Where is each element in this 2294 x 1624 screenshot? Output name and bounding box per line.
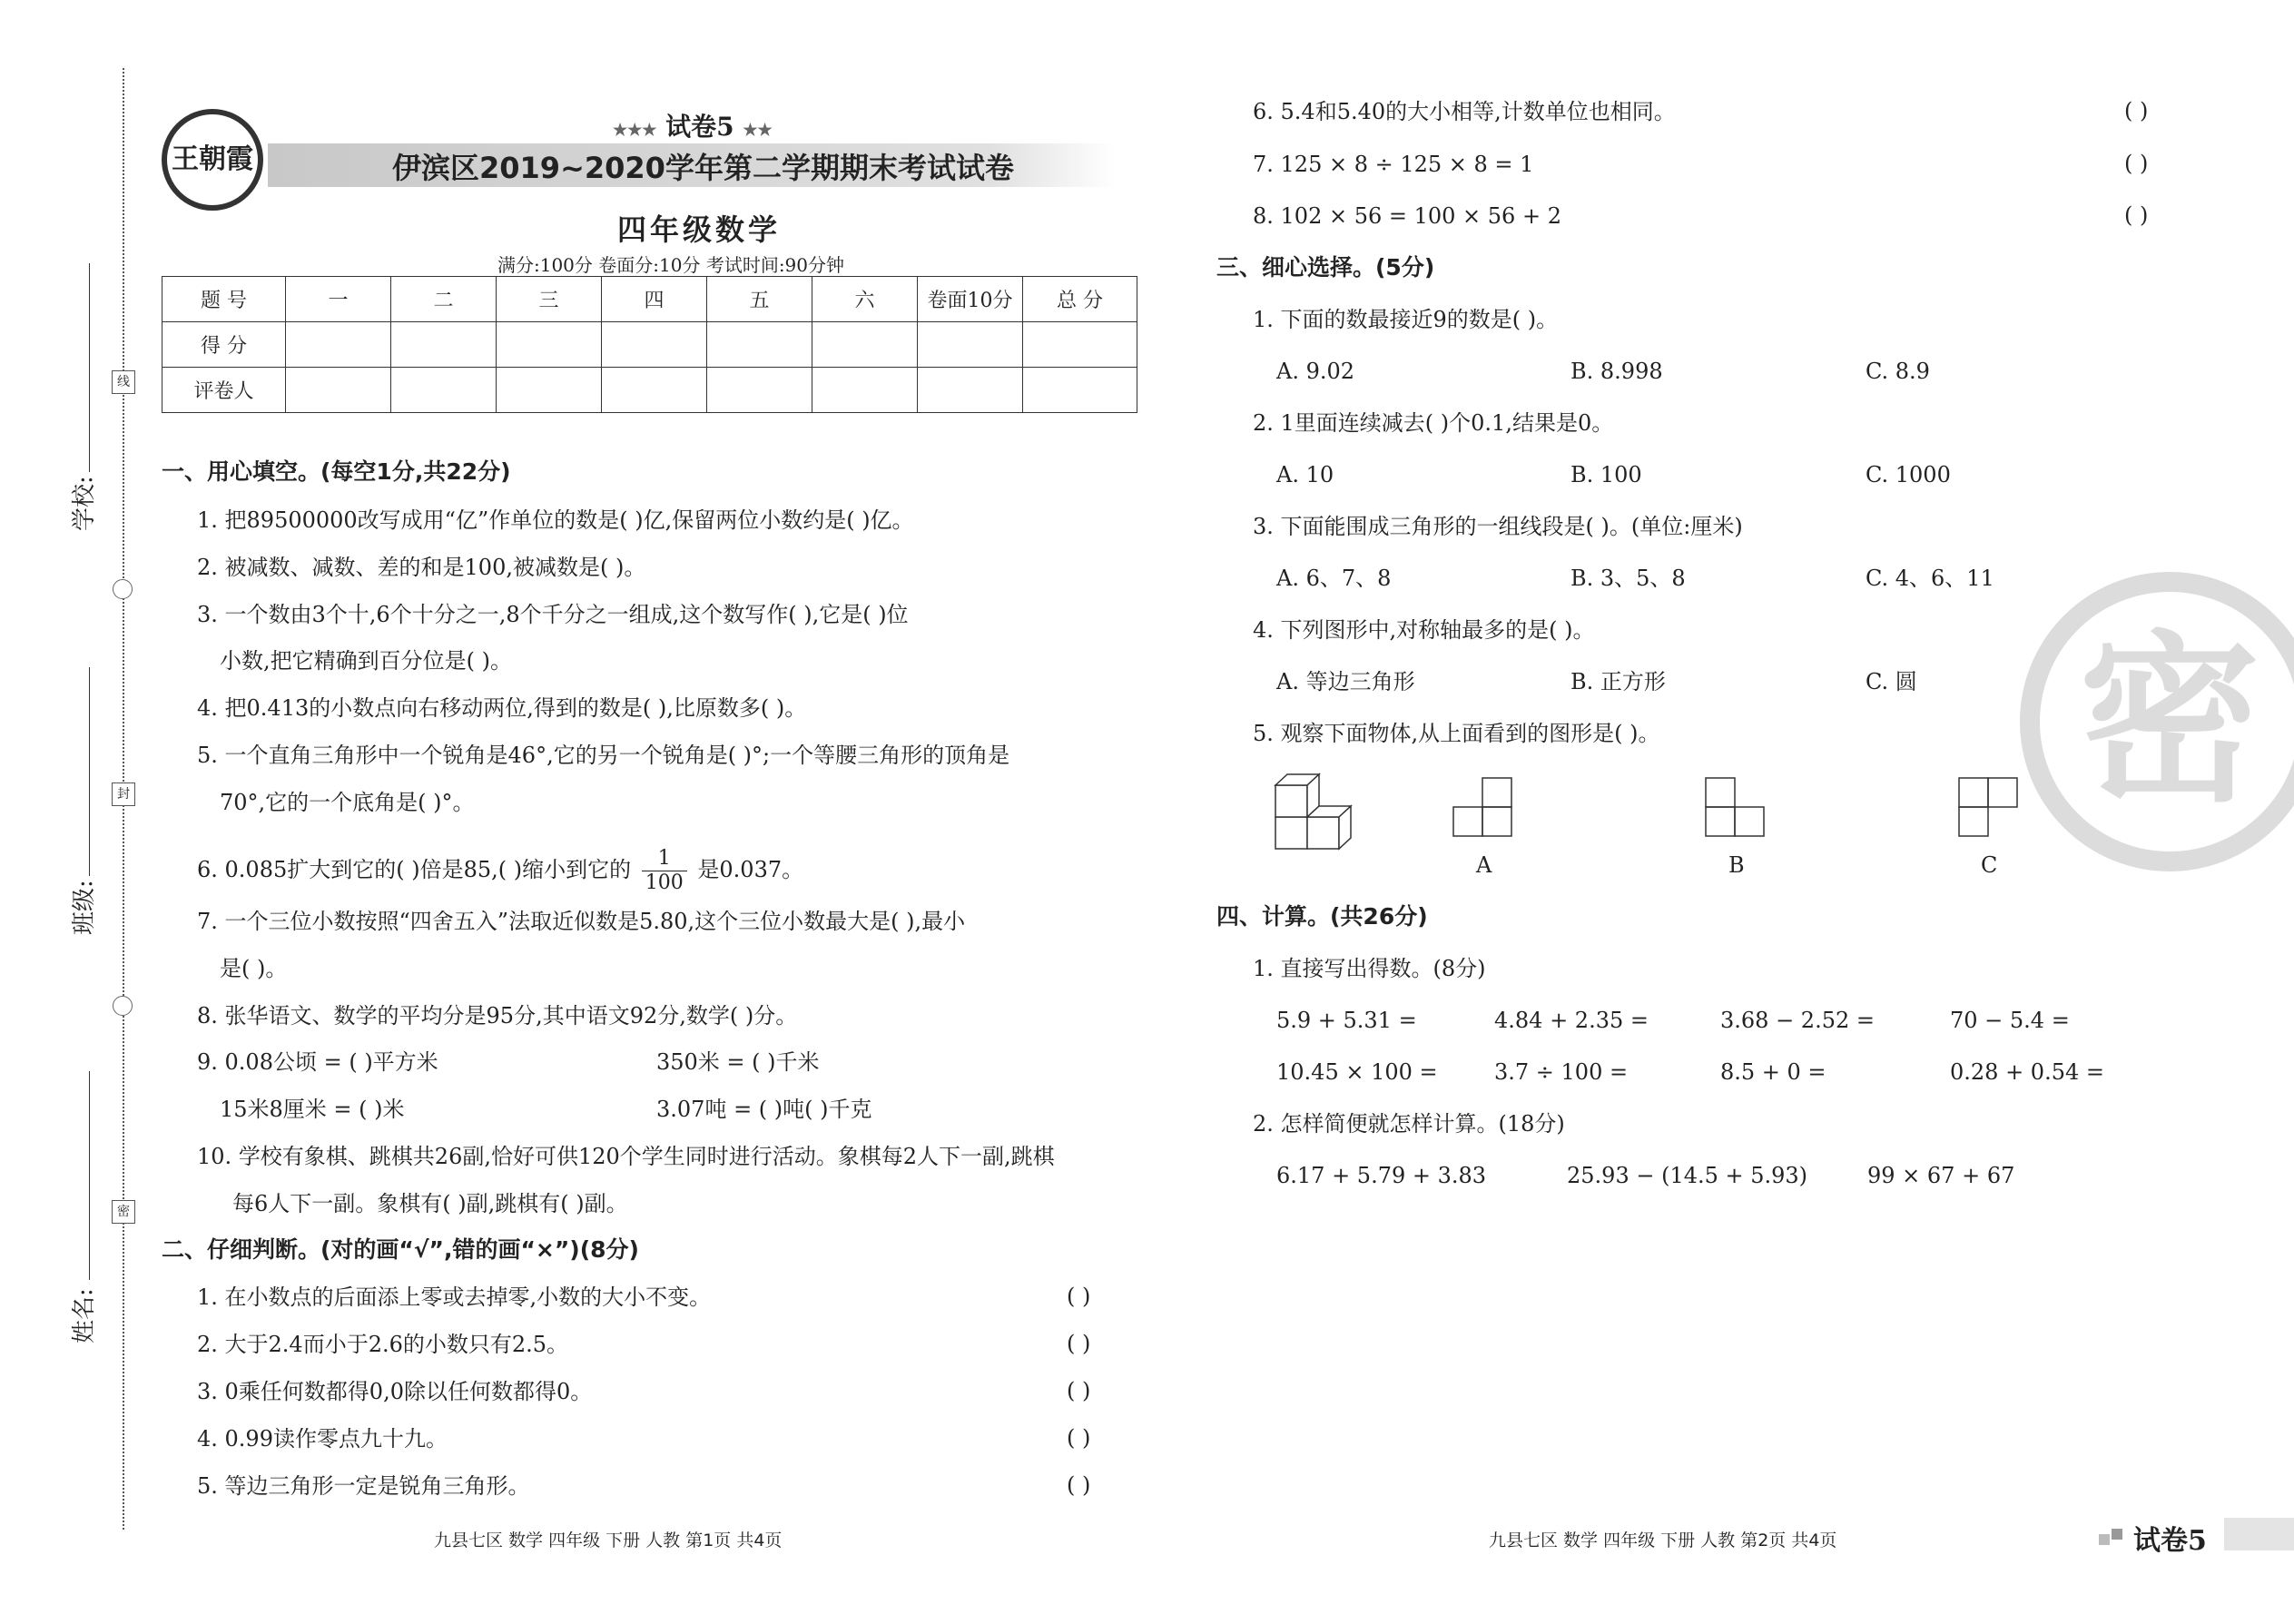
calc-item: 25.93 − (14.5 + 5.93) [1567,1163,1808,1188]
answer-paren[interactable]: ( ) [1067,1284,1091,1309]
calc-item: 5.9 + 5.31 = [1276,1008,1417,1033]
judge-item-3: 3. 0乘任何数都得0,0除以任何数都得0。 [197,1379,593,1404]
school-label: 学校: [71,476,98,531]
choice-option[interactable]: C. 圆 [1866,669,1917,694]
question-1-4: 4. 把0.413的小数点向右移动两位,得到的数是( ),比原数多( )。 [197,695,807,721]
choice-option[interactable]: A. 9.02 [1276,359,1355,384]
choice-question-4: 4. 下列图形中,对称轴最多的是( )。 [1253,617,1595,643]
answer-paren[interactable]: ( ) [1067,1472,1091,1498]
score-cell[interactable] [286,322,391,368]
view-option-b-figure[interactable] [1703,776,1767,840]
score-table [162,276,1137,413]
section-3-title: 三、细心选择。(5分) [1216,254,1435,281]
question-1-7-cont: 是( )。 [220,956,288,981]
paper-badge [613,107,773,143]
question-1-6 [197,847,803,895]
footer-badge: 试卷5 [2133,1525,2207,1557]
judge-item-4: 4. 0.99读作零点九十九。 [197,1426,448,1452]
calc-item: 3.7 ÷ 100 = [1494,1059,1629,1085]
score-cell[interactable] [602,322,707,368]
calc-sub-1: 1. 直接写出得数。(8分) [1253,956,1486,981]
section-2-title: 二、仔细判断。(对的画“√”,错的画“×”)(8分) [162,1236,639,1263]
question-1-3-cont: 小数,把它精确到百分位是( )。 [220,648,512,674]
score-cell[interactable] [812,368,918,413]
judge-item-6: 6. 5.4和5.40的大小相等,计数单位也相同。 [1253,99,1676,124]
fraction-denominator: 100 [645,871,684,894]
score-cell[interactable] [918,368,1023,413]
binding-ornament [113,579,133,599]
question-1-5: 5. 一个直角三角形中一个锐角是46°,它的另一个锐角是( )°;一个等腰三角形的顶角是 [197,743,1010,768]
table-cell: 题 号 [162,277,286,322]
question-1-6-text: 6. 0.085扩大到它的( )倍是85,( )缩小到它的 [197,857,632,882]
class-label: 班级: [71,880,98,935]
fraction [642,847,687,895]
table-cell: 总 分 [1023,277,1137,322]
score-cell[interactable] [602,368,707,413]
score-cell[interactable] [707,368,812,413]
calc-item: 70 − 5.4 = [1950,1008,2070,1033]
score-cell[interactable] [812,322,918,368]
name-label: 姓名: [71,1288,98,1343]
score-cell[interactable] [918,322,1023,368]
question-1-7: 7. 一个三位小数按照“四舍五入”法取近似数是5.80,这个三位小数最大是( ),最小 [197,909,966,934]
score-cell[interactable] [391,322,497,368]
section-4-title: 四、计算。(共26分) [1216,903,1428,930]
table-cell: 二 [391,277,497,322]
judge-item-5: 5. 等边三角形一定是锐角三角形。 [197,1473,530,1499]
choice-option[interactable]: B. 3、5、8 [1570,566,1686,591]
choice-option[interactable]: B. 100 [1570,462,1642,487]
choice-option[interactable]: A. 等边三角形 [1276,669,1415,694]
choice-option[interactable]: B. 8.998 [1570,359,1663,384]
choice-option[interactable]: C. 8.9 [1866,359,1930,384]
score-cell[interactable] [286,368,391,413]
question-1-9c: 15米8厘米 = ( )米 [220,1097,405,1122]
choice-option[interactable]: A. 6、7、8 [1276,566,1392,591]
question-1-1: 1. 把89500000改写成用“亿”作单位的数是( )亿,保留两位小数约是( )亿。 [197,507,914,533]
answer-paren[interactable]: ( ) [2124,151,2149,176]
question-1-3: 3. 一个数由3个十,6个十分之一,8个千分之一组成,这个数写作( ),它是( )位 [197,602,909,627]
table-cell: 得 分 [162,322,286,368]
fraction-numerator: 1 [642,847,687,871]
question-1-2: 2. 被减数、减数、差的和是100,被减数是( )。 [197,555,646,580]
score-cell[interactable] [707,322,812,368]
calc-item: 10.45 × 100 = [1276,1059,1438,1085]
footer-right: 九县七区 数学 四年级 下册 人教 第2页 共4页 [1489,1530,1837,1550]
answer-paren[interactable]: ( ) [2124,98,2149,123]
stars-right: ★★ [743,121,773,140]
calc-item: 0.28 + 0.54 = [1950,1059,2104,1085]
question-1-9d: 3.07吨 = ( )吨( )千克 [656,1097,872,1122]
score-cell[interactable] [1023,368,1137,413]
table-cell: 五 [707,277,812,322]
table-cell: 六 [812,277,918,322]
exam-info: 满分:100分 卷面分:10分 考试时间:90分钟 [497,254,845,276]
table-cell: 三 [497,277,602,322]
binding-ornament [113,996,133,1016]
choice-option[interactable]: C. 1000 [1866,462,1951,487]
binding-mark-secret: 密 [112,1200,135,1224]
answer-paren[interactable]: ( ) [1067,1378,1091,1403]
stars-left: ★★★ [613,121,657,140]
section-1-title: 一、用心填空。(每空1分,共22分) [162,458,511,485]
class-line [89,667,90,876]
school-line [89,263,90,472]
score-cell[interactable] [391,368,497,413]
table-cell: 一 [286,277,391,322]
view-option-c-figure[interactable] [1956,776,2020,840]
calc-sub-2: 2. 怎样简便就怎样计算。(18分) [1253,1111,1565,1137]
choice-option[interactable]: C. 4、6、11 [1866,566,1994,591]
cube-stack-figure [1271,772,1362,853]
exam-subject: 四年级数学 [617,212,782,247]
view-option-a-figure[interactable] [1451,776,1514,840]
question-1-5-cont: 70°,它的一个底角是( )°。 [220,790,475,815]
name-line [89,1071,90,1280]
view-label-b: B [1728,852,1745,878]
footer-badge-squares [2099,1534,2110,1545]
score-table-header-row [162,277,1137,322]
score-cell[interactable] [497,368,602,413]
question-1-6-tail: 是0.037。 [697,857,804,882]
choice-question-5: 5. 观察下面物体,从上面看到的图形是( )。 [1253,721,1660,746]
calc-item: 3.68 − 2.52 = [1720,1008,1875,1033]
question-1-10: 10. 学校有象棋、跳棋共26副,恰好可供120个学生同时进行活动。象棋每2人下一副,跳棋 [197,1144,1055,1169]
binding-mark-seal: 封 [112,782,135,806]
footer-left: 九县七区 数学 四年级 下册 人教 第1页 共4页 [434,1530,783,1550]
calc-item: 99 × 67 + 67 [1867,1163,2015,1188]
table-cell: 四 [602,277,707,322]
question-1-10-cont: 每6人下一副。象棋有( )副,跳棋有( )副。 [232,1191,628,1216]
answer-paren[interactable]: ( ) [1067,1425,1091,1451]
question-1-9b: 350米 = ( )千米 [656,1049,820,1075]
question-1-9a: 9. 0.08公顷 = ( )平方米 [197,1049,438,1075]
choice-question-2: 2. 1里面连续减去( )个0.1,结果是0。 [1253,410,1614,436]
question-1-8: 8. 张华语文、数学的平均分是95分,其中语文92分,数学( )分。 [197,1003,798,1029]
judge-item-2: 2. 大于2.4而小于2.6的小数只有2.5。 [197,1332,569,1357]
table-cell: 卷面10分 [918,277,1023,322]
score-table-row [162,368,1137,413]
calc-item: 8.5 + 0 = [1720,1059,1826,1085]
logo-seal: 王朝霞 [162,109,263,211]
score-table-row [162,322,1137,368]
choice-question-1: 1. 下面的数最接近9的数是( )。 [1253,307,1559,332]
judge-item-1: 1. 在小数点的后面添上零或去掉零,小数的大小不变。 [197,1284,712,1310]
calc-item: 6.17 + 5.79 + 3.83 [1276,1163,1487,1188]
answer-paren[interactable]: ( ) [1067,1331,1091,1356]
choice-question-3: 3. 下面能围成三角形的一组线段是( )。(单位:厘米) [1253,514,1743,539]
binding-mark-line: 线 [112,370,135,394]
view-label-a: A [1476,852,1492,878]
view-label-c: C [1981,852,1998,878]
score-cell[interactable] [1023,322,1137,368]
judge-item-7: 7. 125 × 8 ÷ 125 × 8 = 1 [1253,152,1534,177]
badge-text: 试卷5 [665,112,734,142]
calc-item: 4.84 + 2.35 = [1494,1008,1649,1033]
choice-option[interactable]: B. 正方形 [1570,669,1666,694]
choice-option[interactable]: A. 10 [1276,462,1334,487]
secret-watermark: 密 [2020,572,2294,871]
score-cell[interactable] [497,322,602,368]
judge-item-8: 8. 102 × 56 = 100 × 56 + 2 [1253,203,1561,229]
footer-badge-bar [2224,1518,2294,1550]
answer-paren[interactable]: ( ) [2124,202,2149,228]
exam-title: 伊滨区2019~2020学年第二学期期末考试试卷 [392,151,1014,185]
table-cell: 评卷人 [162,368,286,413]
footer-badge-squares [2112,1529,2122,1540]
